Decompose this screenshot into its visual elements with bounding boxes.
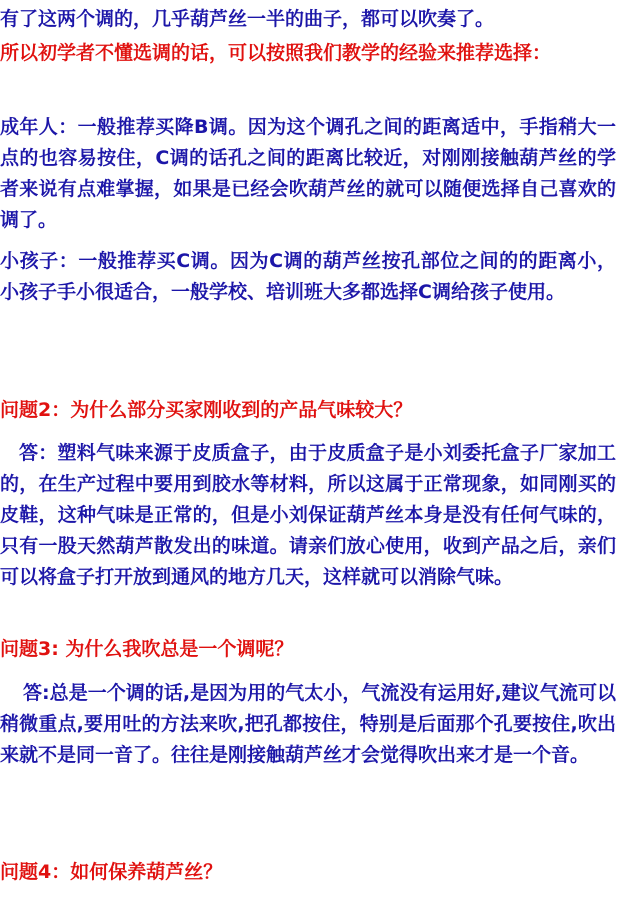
adult-paragraph: 成年人：一般推荐买降B调。因为这个调孔之间的距离适中，手指稍大一点的也容易按住，C调的话孔之间的距离比较近，对刚刚接触葫芦丝的学者来说有点难掌握，如果是已经会吹葫芦丝的就可以随便选择自己喜欢的调了。	[0, 116, 616, 231]
question-2-title: 问题2：为什么部分买家刚收到的产品气味较大？	[0, 399, 413, 421]
child-paragraph: 小孩子：一般推荐买C调。因为C调的葫芦丝按孔部位之间的的距离小，小孩子手小很适合，一般学校、培训班大多都选择C调给孩子使用。	[0, 250, 616, 303]
question-3-answer: 答:总是一个调的话,是因为用的气太小，气流没有运用好,建议气流可以稍微重点,要用吐的方法来吹,把孔都按住，特别是后面那个孔要按住,吹出来就不是同一音了。往往是刚接触葫芦丝才会觉得吹出来才是一个音。	[0, 682, 616, 766]
recommend-note: 所以初学者不懂选调的话，可以按照我们教学的经验来推荐选择：	[0, 42, 552, 64]
question-4-title: 问题4：如何保养葫芦丝？	[0, 861, 223, 883]
intro-line: 有了这两个调的，几乎葫芦丝一半的曲子，都可以吹奏了。	[0, 8, 495, 30]
question-3-title: 问题3: 为什么我吹总是一个调呢？	[0, 638, 294, 660]
question-2-answer: 答：塑料气味来源于皮质盒子，由于皮质盒子是小刘委托盒子厂家加工的，在生产过程中要用到胶水等材料，所以这属于正常现象，如同刚买的皮鞋，这种气味是正常的，但是小刘保证葫芦丝本身是没有任何气味的，只有一股天然葫芦散发出的味道。请亲们放心使用，收到产品之后，亲们可以将盒子打开放到通风的地方几天，这样就可以消除气味。	[0, 442, 616, 588]
